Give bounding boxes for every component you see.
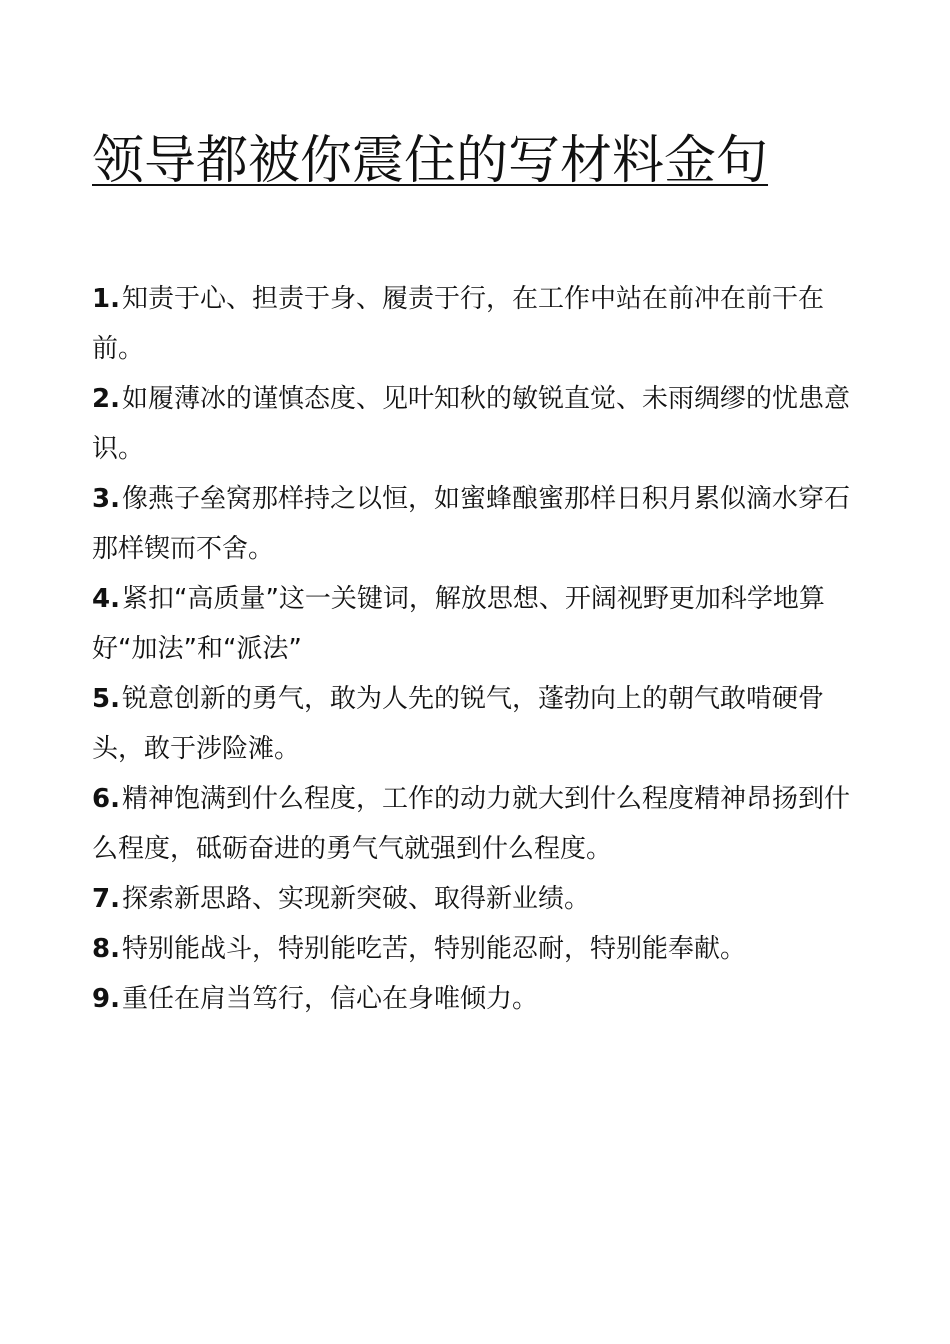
- item-number: 6.: [92, 784, 120, 814]
- item-text: 精神饱满到什么程度，工作的动力就大到什么程度精神昂扬到什么程度，砥砺奋进的勇气气就强到什么程度。: [92, 784, 850, 864]
- item-text: 像燕子垒窝那样持之以恒，如蜜蜂酿蜜那样日积月累似滴水穿石那样锲而不舍。: [92, 484, 850, 564]
- list-item: [92, 774, 862, 874]
- item-text: 紧扣“高质量”这一关键词，解放思想、开阔视野更加科学地算好“加法”和“派法”: [92, 584, 825, 664]
- item-number: 9.: [92, 984, 120, 1014]
- list-item: [92, 574, 862, 674]
- page-title: 领导都被你震住的写材料金句: [92, 131, 769, 191]
- item-number: 7.: [92, 884, 120, 914]
- item-number: 4.: [92, 584, 120, 614]
- item-text: 探索新思路、实现新突破、取得新业绩。: [121, 884, 590, 914]
- quote-list: [92, 274, 862, 1024]
- item-number: 1.: [92, 284, 120, 314]
- item-number: 5.: [92, 684, 120, 714]
- item-number: 2.: [92, 384, 120, 414]
- list-item: [92, 674, 862, 774]
- item-number: 3.: [92, 484, 120, 514]
- list-item: [92, 474, 862, 574]
- list-item: [92, 374, 862, 474]
- item-text: 重任在肩当笃行，信心在身唯倾力。: [121, 984, 538, 1014]
- item-text: 如履薄冰的谨慎态度、见叶知秋的敏锐直觉、未雨绸缪的忧患意识。: [92, 384, 850, 464]
- list-item: [92, 274, 862, 374]
- item-text: 特别能战斗，特别能吃苦，特别能忍耐，特别能奉献。: [121, 934, 746, 964]
- item-text: 锐意创新的勇气，敢为人先的锐气，蓬勃向上的朝气敢啃硬骨头，敢于涉险滩。: [92, 684, 824, 764]
- item-number: 8.: [92, 934, 120, 964]
- list-item: [92, 874, 862, 924]
- list-item: [92, 924, 862, 974]
- item-text: 知责于心、担责于身、履责于行，在工作中站在前冲在前干在前。: [92, 284, 824, 364]
- list-item: [92, 974, 862, 1024]
